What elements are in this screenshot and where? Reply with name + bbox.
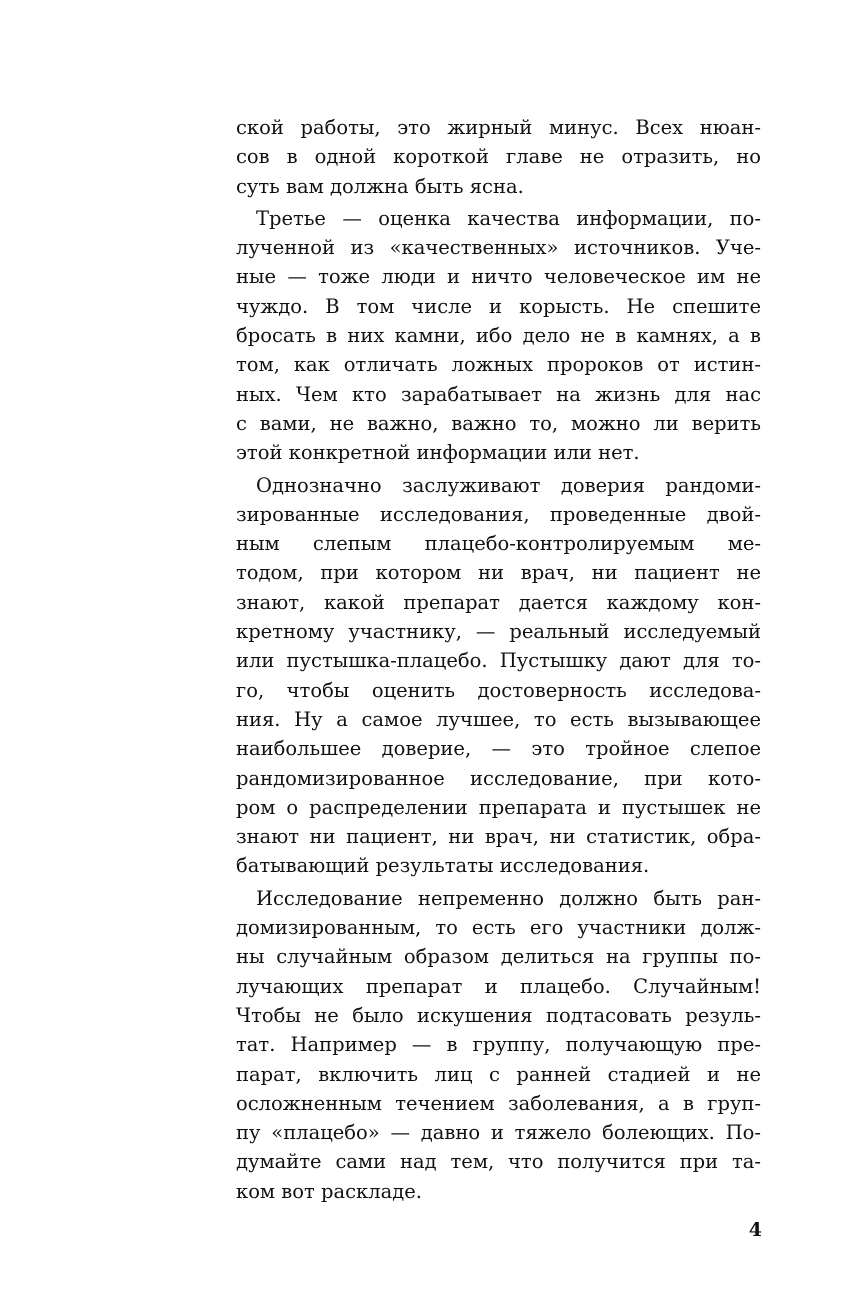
text-line: пу «плацебо» — давно и тяжело болеющих. По-	[236, 1121, 761, 1145]
paragraph-3	[236, 471, 761, 881]
text-line: ные — тоже люди и ничто человеческое им не	[236, 265, 761, 289]
text-line: ком вот раскладе.	[236, 1179, 422, 1203]
text-line: знают, какой препарат дается каждому кон-	[236, 590, 761, 614]
text-line: чуждо. В том числе и корысть. Не спешите	[236, 294, 761, 318]
text-line: ской работы, это жирный минус. Всех нюан-	[236, 116, 761, 139]
text-line: зированные исследования, проведенные двой-	[236, 502, 761, 526]
text-line: тодом, при котором ни врач, ни пациент не	[236, 561, 761, 585]
text-line: Чтобы не было искушения подтасовать резуль-	[236, 1003, 761, 1027]
text-line: домизированным, то есть его участники долж-	[236, 916, 761, 940]
text-line: сов в одной короткой главе не отразить, но	[236, 145, 761, 169]
text-line: Третье — оценка качества информации, по-	[256, 206, 761, 230]
text-line: или пустышка-плацебо. Пустышку дают для то-	[236, 649, 761, 673]
text-line: Исследование непременно должно быть ран-	[256, 886, 761, 910]
text-line: рандомизированное исследование, при кото-	[236, 766, 761, 790]
text-line: кретному участнику, — реальный исследуемый	[236, 620, 761, 644]
text-line: ния. Ну а самое лучшее, то есть вызывающее	[236, 707, 761, 731]
text-line: ным слепым плацебо-контролируемым ме-	[236, 532, 761, 556]
text-line: тат. Например — в группу, получающую пре-	[236, 1033, 761, 1057]
text-line: осложненным течением заболевания, а в груп-	[236, 1091, 761, 1115]
text-line: суть вам должна быть ясна.	[236, 174, 524, 198]
text-line: этой конкретной информации или нет.	[236, 441, 640, 465]
page-number: 4	[748, 1219, 762, 1241]
text-line: ром о распределении препарата и пустышек не	[236, 795, 761, 819]
text-line: бросать в них камни, ибо дело не в камнях, а в	[236, 324, 761, 348]
text-line: наибольшее доверие, — это тройное слепое	[236, 737, 761, 761]
paragraph-4	[236, 884, 761, 1206]
text-line: батывающий результаты исследования.	[236, 854, 650, 878]
text-line: парат, включить лиц с ранней стадией и не	[236, 1062, 761, 1086]
paragraph-2	[236, 204, 761, 468]
text-line: лучающих препарат и плацебо. Случайным!	[236, 974, 761, 998]
text-line: Однозначно заслуживают доверия рандоми-	[256, 473, 761, 497]
body-text	[236, 113, 761, 1206]
text-line: го, чтобы оценить достоверность исследова-	[236, 678, 761, 702]
text-line: знают ни пациент, ни врач, ни статистик, обра-	[236, 825, 761, 849]
text-line: с вами, не важно, важно то, можно ли верить	[236, 411, 761, 435]
text-line: ных. Чем кто зарабатывает на жизнь для нас	[236, 382, 761, 406]
text-line: том, как отличать ложных пророков от истин-	[236, 353, 761, 377]
text-line: ны случайным образом делиться на группы по-	[236, 945, 761, 969]
paragraph-1	[236, 113, 761, 201]
text-line: лученной из «качественных» источников. Уче-	[236, 236, 761, 260]
text-line: думайте сами над тем, что получится при та-	[236, 1150, 761, 1174]
